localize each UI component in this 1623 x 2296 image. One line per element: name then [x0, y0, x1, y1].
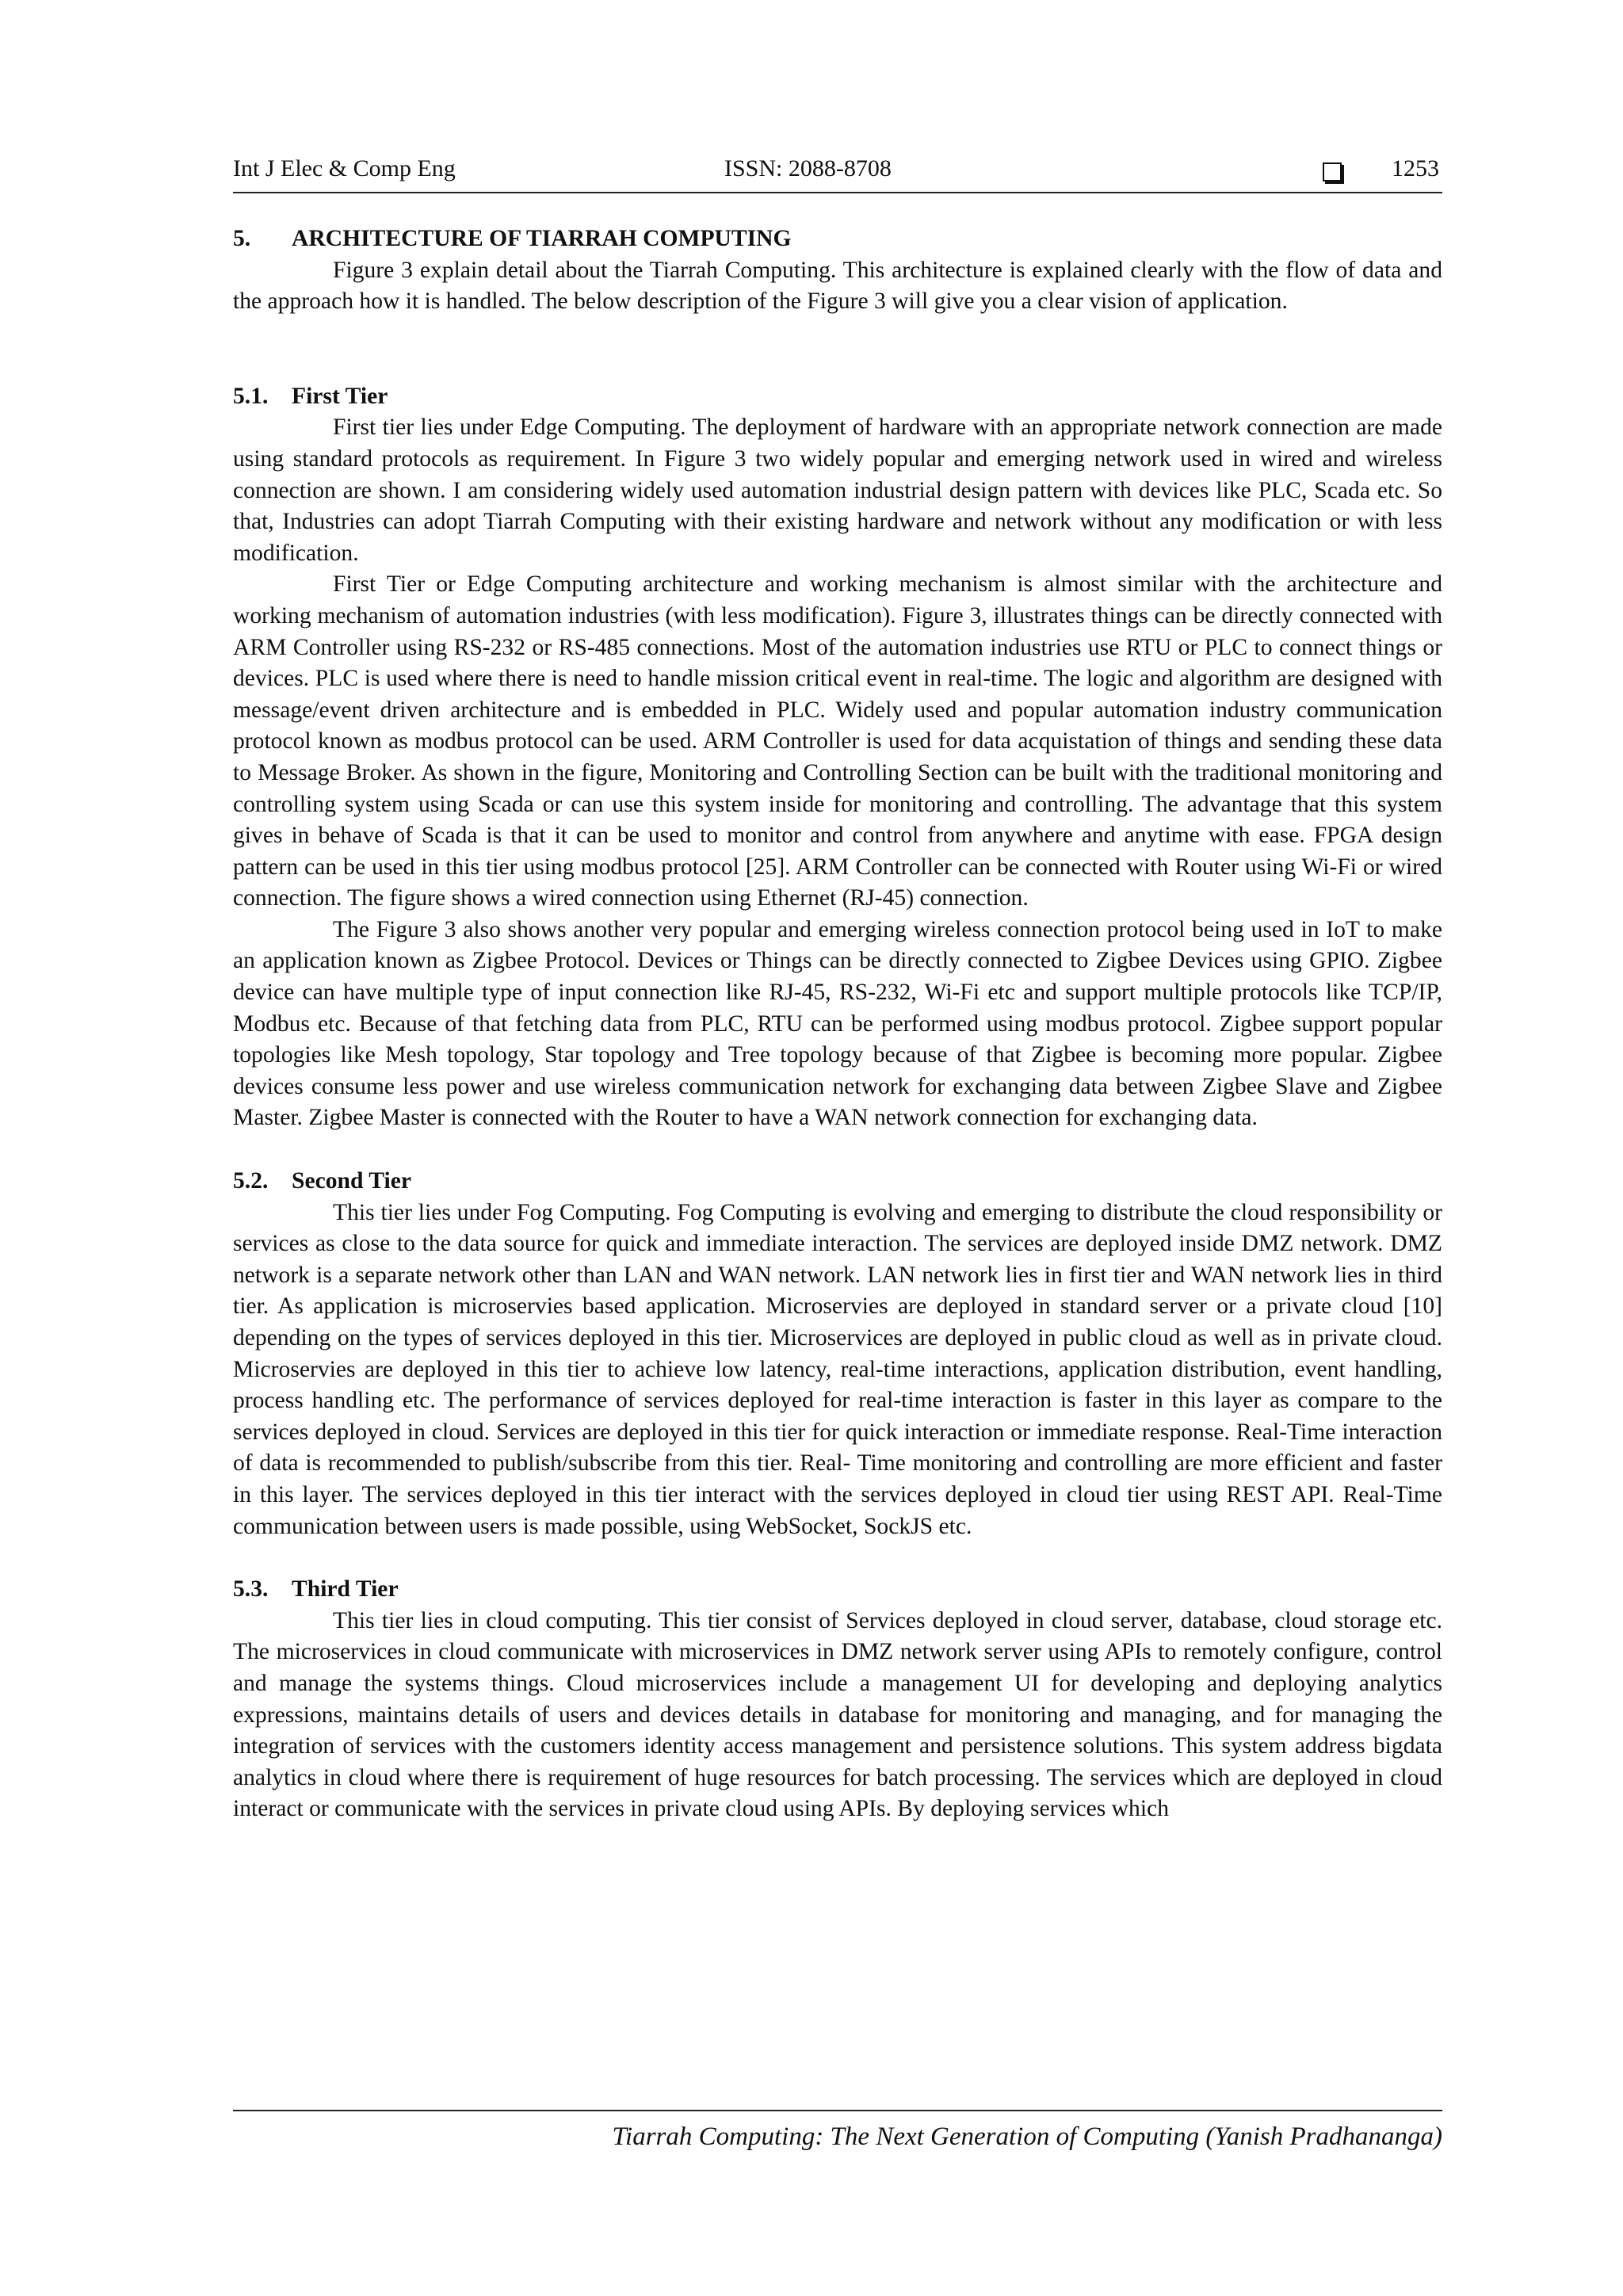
section-title: Third Tier [292, 1576, 399, 1603]
paragraph: The Figure 3 also shows another very popular and emerging wireless connection protocol being used in IoT to make an application known as Zigbee Protocol. Devices or Things can be directly connected to Zigbee Devices using GPIO. Zigbee device can have multiple type of input connection like RJ-45, RS-232, Wi-Fi etc and support multiple protocols like TCP/IP, Modbus etc. Because of that fetching data from PLC, RTU can be performed using modbus protocol. Zigbee support popular topologies like Mesh topology, Star topology and Tree topology because of that Zigbee is becoming more popular. Zigbee devices consume less power and use wireless communication network for exchanging data between Zigbee Slave and Zigbee Master. Zigbee Master is connected with the Router to have a WAN network connection for exchanging data. [233, 916, 1442, 1131]
paragraph: First Tier or Edge Computing architecture and working mechanism is almost similar with the architecture and working mechanism of automation industries (with less modification). Figure 3, illustrates things can be directly connected with ARM Controller using RS-232 or RS-485 connections. Most of the automation industries use RTU or PLC to connect things or devices. PLC is used where there is need to handle mission critical event in real-time. The logic and algorithm are designed with message/event driven architecture and is embedded in PLC. Widely used and popular automation industry communication protocol known as modbus protocol can be used. ARM Controller is used for data acquistation of things and sending these data to Message Broker. As shown in the figure, Monitoring and Controlling Section can be built with the traditional monitoring and controlling system using Scada or can use this system inside for monitoring and controlling. The advantage that this system gives in behave of Scada is that it can be used to monitor and control from anywhere and anytime with ease. FPGA design pattern can be used in this tier using modbus protocol [25]. ARM Controller can be connected with Router using Wi-Fi or wired connection. The figure shows a wired connection using Ethernet (RJ-45) connection. [233, 571, 1442, 911]
issn: ISSN: 2088-8708 [724, 155, 892, 181]
section-heading-5-1 [233, 381, 1442, 413]
section-heading-5-3 [233, 1574, 1442, 1606]
page-header [233, 155, 1442, 193]
page-footer [233, 2110, 1442, 2152]
journal-name: Int J Elec & Comp Eng [233, 155, 456, 181]
section-title: ARCHITECTURE OF TIARRAH COMPUTING [292, 226, 792, 251]
page-number: 1253 [1392, 155, 1439, 181]
section-number: 5. [233, 226, 251, 251]
spacer [233, 1542, 1442, 1574]
section-title: First Tier [292, 383, 388, 409]
spacer [233, 318, 1442, 381]
section-number: 5.1. [233, 383, 269, 409]
paragraph: First tier lies under Edge Computing. The deployment of hardware with an appropriate network connection are made using standard protocols as requirement. In Figure 3 two widely popular and emerging network used in wired and wireless connection are shown. I am considering widely used automation industrial design pattern with devices like PLC, Scada etc. So that, Industries can adopt Tiarrah Computing with their existing hardware and network without any modification or with less modification. [233, 415, 1442, 566]
spacer [233, 1134, 1442, 1166]
section-heading-5 [233, 223, 1442, 255]
section-number: 5.2. [233, 1168, 269, 1194]
section-number: 5.3. [233, 1576, 269, 1603]
article-body [233, 223, 1442, 1825]
paragraph: This tier lies in cloud computing. This tier consist of Services deployed in cloud server, database, cloud storage etc. The microservices in cloud communicate with microservices in DMZ network server using APIs to remotely configure, control and manage the systems things. Cloud microservices include a management UI for developing and deploying analytics expressions, maintains details of users and devices details in database for monitoring and managing, and for managing the integration of services with the customers identity access management and persistence solutions. This system address bigdata analytics in cloud where there is requirement of huge resources for batch processing. The services which are deployed in cloud interact or communicate with the services in private cloud using APIs. By deploying services which [233, 1607, 1442, 1822]
section-heading-5-2 [233, 1166, 1442, 1198]
box-icon [1323, 162, 1342, 181]
paragraph: This tier lies under Fog Computing. Fog Computing is evolving and emerging to distribute the cloud responsibility or services as close to the data source for quick and immediate interaction. The services are deployed inside DMZ network. DMZ network is a separate network other than LAN and WAN network. LAN network lies in first tier and WAN network lies in third tier. As application is microservies based application. Microservies are deployed in standard server or a private cloud [10] depending on the types of services deployed in this tier. Microservices are deployed in public cloud as well as in private cloud. Microservies are deployed in this tier to achieve low latency, real-time interactions, application distribution, event handling, process handling etc. The performance of services deployed for real-time interaction is faster in this layer as compare to the services deployed in cloud. Services are deployed in this tier for quick interaction or immediate response. Real-Time interaction of data is recommended to publish/subscribe from this tier. Real- Time monitoring and controlling are more efficient and faster in this layer. The services deployed in this tier interact with the services deployed in cloud tier using REST API. Real-Time communication between users is made possible, using WebSocket, SockJS etc. [233, 1199, 1442, 1539]
paragraph: Figure 3 explain detail about the Tiarrah Computing. This architecture is explained clearly with the flow of data and the approach how it is handled. The below description of the Figure 3 will give you a clear vision of application. [233, 257, 1442, 315]
footer-title: Tiarrah Computing: The Next Generation of Computing (Yanish Pradhananga) [612, 2122, 1442, 2151]
section-title: Second Tier [292, 1168, 412, 1194]
